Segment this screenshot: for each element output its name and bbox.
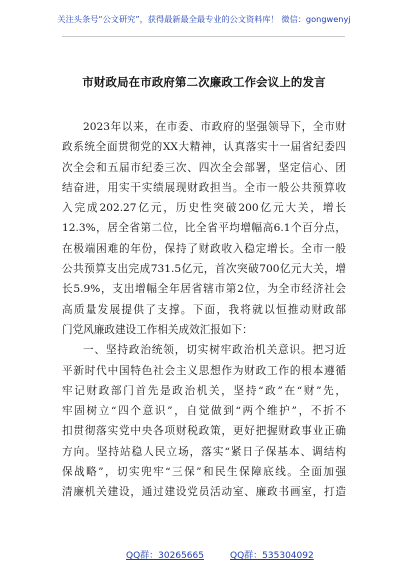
qq-group-link-2[interactable]: QQ群：535304092 (230, 551, 314, 561)
body-line: 牢固树立“四个意识”，自觉做到“两个维护”，不折不 (62, 405, 346, 418)
body-line: 入完成202.27亿元，历史性突破200亿元大关，增长 (62, 202, 346, 215)
body-line: 扣贯彻落实党中央各项财税政策，更好把握财政事业正确 (62, 425, 346, 438)
body-line: 公共预算支出完成731.5亿元，首次突破700亿元大关，增 (62, 263, 346, 276)
body-line: 2023年以来，在市委、市政府的坚强领导下，全市财 (83, 121, 346, 133)
header-promo-note: 关注头条号“公文研究”，获得最新最全最专业的公文资料库！ 微信：gongwenyj (57, 14, 351, 24)
body-line: 清廉机关建设，通过建设党员活动室、廉政书画室，打造 (62, 486, 346, 499)
body-line: 平新时代中国特色社会主义思想作为财政工作的根本遵循 (62, 364, 346, 377)
body-line: 在极端困难的年份，保持了财政收入稳定增长。全市一般 (62, 242, 346, 255)
body-line: 次全会和五届市纪委三次、四次全会部署，坚定信心、团 (62, 161, 346, 174)
body-line: 12.3%，居全省第二位，比全省平均增幅高6.1个百分点， (62, 222, 346, 235)
body-line: 结奋进，用实干实绩展现财政担当。全市一般公共预算收 (62, 181, 346, 194)
body-line: 门党风廉政建设工作相关成效汇报如下： (62, 323, 253, 336)
header-divider (62, 36, 345, 37)
body-line: 牢记财政部门首先是政治机关，坚持“政”在“财”先， (62, 384, 346, 397)
body-line: 长5.9%，支出增幅全年居省辖市第2位，为全市经济社会 (62, 283, 346, 296)
body-line: 方向。坚持站稳人民立场，落实“紧日子保基本、调结构 (62, 445, 346, 458)
document-body (62, 117, 346, 503)
body-line: 政系统全面贯彻党的XX大精神，认真落实十一届省纪委四 (62, 141, 346, 154)
document-title: 市财政局在市政府第二次廉政工作会议上的发言 (82, 75, 326, 89)
qq-group-link-1[interactable]: QQ群：30265665 (126, 551, 204, 561)
body-line: 一、坚持政治统领，切实树牢政治机关意识。把习近 (83, 344, 346, 357)
body-line: 保战略”，切实兜牢“三保”和民生保障底线。全面加强 (62, 466, 346, 479)
body-line: 高质量发展提供了支撑。下面，我将就以恒推动财政部 (62, 303, 346, 316)
